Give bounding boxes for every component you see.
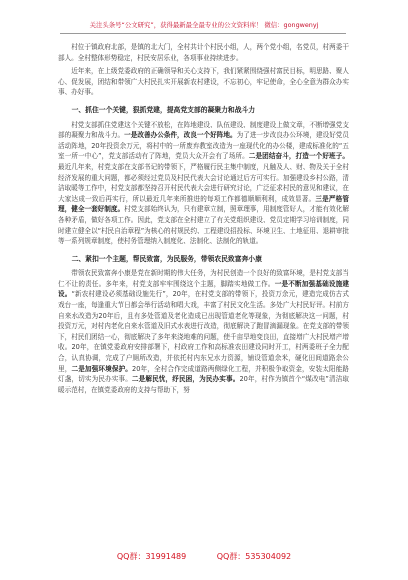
bold-point: 一是改善办公条件，改良一个好阵地。 <box>124 131 237 140</box>
paragraph-text: 村党支部抓住党建这个关键不放松，在阵地建设、队伍建设、制度建设上做文章，不断增强党支部的凝聚力和战斗力。 <box>58 120 349 140</box>
paragraph-text: 最近几年来，村党支部在支部书记的带领下，严格履行民主集中制度，凡触及人、财、物及关于全村经济发展的重大问题，都必须经过党员及村民代表大会讨论通过后方可实行。加强建设乡村公路，清洁取暖等工作中，村党支部都坚持召开村民代表大会进行研究讨论，广泛征求村民的意见和建议，在大家达成一致后再实行，所以最近几年来所推进的每项工作都德顺顺利利，成效显著。 <box>58 162 349 203</box>
paragraph-prosperity <box>58 268 349 395</box>
paragraph-text: 带领农民致富奔小康是党在新时期的伟大任务，为村民创造一个良好的致富环境，是村党支部当仁不让的责任。多年来，村党支部牢牢围绕这个主题，脚踏实地做工作。 <box>58 269 349 288</box>
section-heading-2: 二、紧扣一个主题，帮民致富，为民服务，带领农民致富奔小康 <box>71 254 262 263</box>
paragraph-text: 20年，全村合作完成道路两侧绿化工程，并积极争取资金，安装太阳能路灯盏，切实为民办实事。 <box>58 364 350 384</box>
bold-point: 二是团结奋斗，打造一个好班子。 <box>248 152 350 161</box>
bold-point: 三是严格管理，健全一套好制度。 <box>58 194 350 214</box>
bold-point: 二是解民忧，纾民困，为民办实事。 <box>131 375 240 384</box>
paragraph-intro: 村位于镇政府北部，是镇的北大门，全村共计个村民小组，人，两个党小组，名党员，村两委干部人。全村整体形势稳定，村民安居乐业，各项事业持续进步。 <box>58 43 349 62</box>
paragraph-text: 村党支部始终认为，只有建章立制，照章理事，用制度管好人，才能有效化解各种矛盾，做好各项工作。因此，党支部在全村建立了有关党组织建设、党员定期学习培训制度，同时建立健全以“村民自治章程”为核心的村规民约、工程建设招投标、环境卫生、土地征用、退耕审批等一系列规章制度，使村务管理纳入制度化、法制化、法制化的轨道。 <box>58 205 349 246</box>
page-footer <box>0 551 408 562</box>
section-heading-1: 一、抓住一个关键，狠抓党建，提高党支部的凝聚力和战斗力 <box>71 105 256 114</box>
footer-qq-group-1: QQ群：31991489 <box>116 552 187 561</box>
page-header: 关注头条号“公文研究”，获得最新最全最专业的公文资料库！ 微信：gongwenyj <box>89 21 319 29</box>
footer-qq-group-2: QQ群：535304092 <box>216 552 292 561</box>
paragraph-text: 20年，村作为镇首个“煤改电”清洁取暖示范村，在镇党委政府的支持与帮助下，努 <box>58 375 350 394</box>
bold-point: 二是加强环境保护。 <box>71 364 133 373</box>
document-body <box>58 42 349 398</box>
paragraph-text: 为了进一步改良办公环境，建设好党员活动阵地，20年投资余万元，将村中的一所废弃教室改造为一座现代化的办公楼，建成标准化的“五室一所一中心”，党支部活动有了阵地，党员大众开会有了场所。 <box>58 131 350 161</box>
header-divider <box>60 33 346 34</box>
paragraph-party-building <box>58 120 349 247</box>
paragraph-background: 近年来，在上级党委政府的正确领导和关心支持下，我们紧紧围绕强村富民目标，明思路、聚人心、促发展，团结和带领广大村民扎实开展新农村建设，不忘初心，牢记使命，全心全意为群众办实事、办好事。 <box>58 67 349 97</box>
bold-point: 一是不断加强基础设施建设。 <box>58 279 350 299</box>
paragraph-text: “新农村建设必须基础设施先行”，20年，在村党支部的带领下，投资万余元，建造完成仿古式戏台一座，每逢重大节日都会举行活动和唱大戏，丰富了村民文化生活。多处广大村民好评。村前方自来水改造为20年后，且有多处管道及老化造成已出现管道老化等现象，为彻底解决这一问题，村投资万元，对村内老化自来水管道及旧式水表进行改造，彻底解决了跑冒滴漏现象。在党支部的带领下，村民们团结一心，彻底解决了多年来浇地难的问题，使千亩旱地变良田，直接增广大村民增产增收。20年，在镇党委政府安排部署下，村政府工作和高标准农田建设同时开工，村两委班子全力配合，认真协调，完成了户厕所改造，并依托村内东兄水力资源，铺设管道余米，硬化田间道路余公里， <box>58 290 349 373</box>
